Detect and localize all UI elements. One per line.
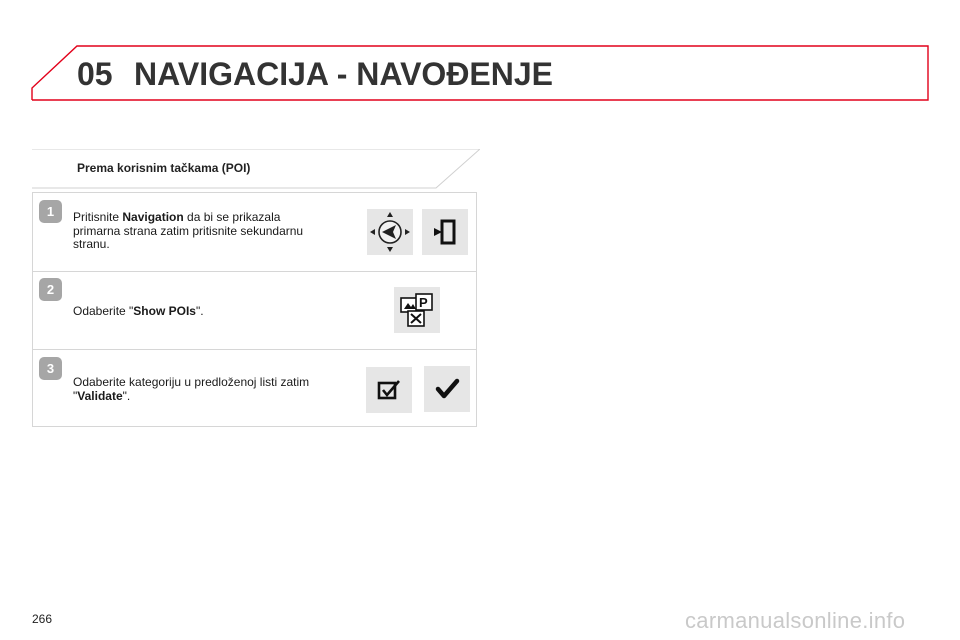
validate-label: Validate [77, 388, 123, 403]
section-title: Prema korisnim tačkama (POI) [77, 161, 251, 175]
header-frame [0, 0, 960, 110]
secondary-page-icon [422, 209, 468, 255]
step-row-2 [33, 272, 476, 350]
step-badge: 1 [39, 200, 62, 223]
show-pois-icon [394, 287, 440, 333]
watermark: carmanualsonline.info [685, 608, 906, 633]
steps-table [32, 192, 477, 427]
step-row-3 [33, 350, 476, 427]
navigation-joystick-icon [367, 209, 413, 255]
step-row-1 [33, 193, 476, 272]
page-number: 266 [32, 612, 53, 626]
navigation-label: Navigation [122, 210, 184, 224]
step-text: Pritisnite Navigation da bi se prikazala primarna strana zatim pritisnite sekundarnu stranu. [73, 210, 304, 251]
step-badge: 3 [39, 357, 62, 380]
chapter-title: NAVIGACIJA - NAVOĐENJE [134, 56, 554, 92]
checkmark-icon [424, 366, 470, 412]
step-text: Odaberite kategoriju u predloženoj listi zatim "Validate". [73, 375, 310, 403]
chapter-number: 05 [77, 56, 113, 92]
step-badge: 2 [39, 278, 62, 301]
step-text: Odaberite "Show POIs". [73, 304, 204, 318]
show-pois-label: Show POIs [133, 304, 196, 318]
svg-text:P: P [419, 295, 428, 310]
checkbox-icon [366, 367, 412, 413]
